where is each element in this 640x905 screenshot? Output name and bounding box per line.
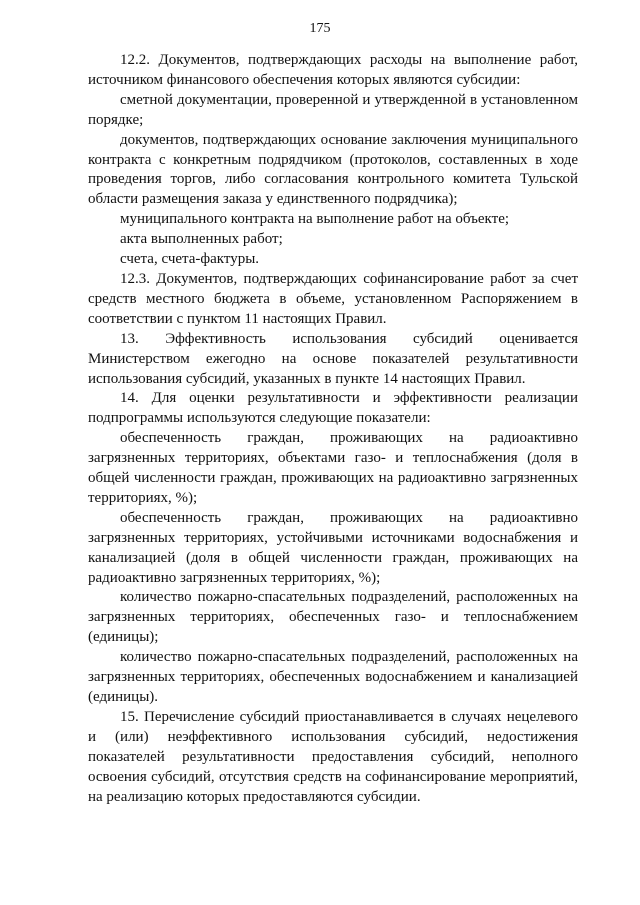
paragraph-12-3: 12.3. Документов, подтверждающих софинансирование работ за счет средств местного бюджета в объеме, установленном Распоряжением в соответствии с пунктом 11 настоящих Правил. xyxy=(88,270,578,327)
indicator-fire-units-gas-heat: количество пожарно-спасательных подразделений, расположенных на загрязненных территориях, обеспеченных газо- и теплоснабжением (единицы); xyxy=(88,589,578,646)
list-item-contract-basis-docs: документов, подтверждающих основание заключения муниципального контракта с конкретным подрядчиком (протоколов, составленных в ходе проведения торгов, либо согласования контрольного комитета Тульской области размещения заказа у единственного подрядчика); xyxy=(88,131,578,208)
list-item-estimate-docs: сметной документации, проверенной и утвержденной в установленном порядке; xyxy=(88,91,578,128)
page-number: 175 xyxy=(309,21,331,36)
indicator-gas-heat-supply: обеспеченность граждан, проживающих на радиоактивно загрязненных территориях, объектами газо- и теплоснабжения (доля в общей численности граждан, проживающих на радиоактивно загрязненных территориях, %); xyxy=(88,430,578,506)
document-body xyxy=(88,51,578,807)
list-item-completion-act: акта выполненных работ; xyxy=(120,231,283,248)
paragraph-12-2: 12.2. Документов, подтверждающих расходы на выполнение работ, источником финансового обеспечения которых являются субсидии: xyxy=(88,52,578,88)
indicator-water-sewer-supply: обеспеченность граждан, проживающих на радиоактивно загрязненных территориях, устойчивыми источниками водоснабжения и канализацией (доля в общей численности граждан, проживающих на радиоактивно загрязненных территориях, %); xyxy=(88,509,578,586)
paragraph-15: 15. Перечисление субсидий приостанавливается в случаях нецелевого и (или) неэффективного использования субсидий, недостижения показателей результативности предоставления субсидий, неполного освоения субсидий, отсутствия средств на софинансирование мероприятий, на реализацию которых предоставляются субсидии. xyxy=(88,708,578,805)
list-item-invoices: счета, счета-фактуры. xyxy=(120,251,260,268)
list-item-municipal-contract: муниципального контракта на выполнение работ на объекте; xyxy=(120,211,510,228)
paragraph-14: 14. Для оценки результативности и эффективности реализации подпрограммы используются следующие показатели: xyxy=(88,390,578,427)
indicator-fire-units-water-sewer: количество пожарно-спасательных подразделений, расположенных на загрязненных территориях, обеспеченных водоснабжением и канализацией (единицы). xyxy=(88,649,578,705)
paragraph-13: 13. Эффективность использования субсидий оценивается Министерством ежегодно на основе показателей результативности использования субсидий, указанных в пункте 14 настоящих Правил. xyxy=(88,330,578,387)
